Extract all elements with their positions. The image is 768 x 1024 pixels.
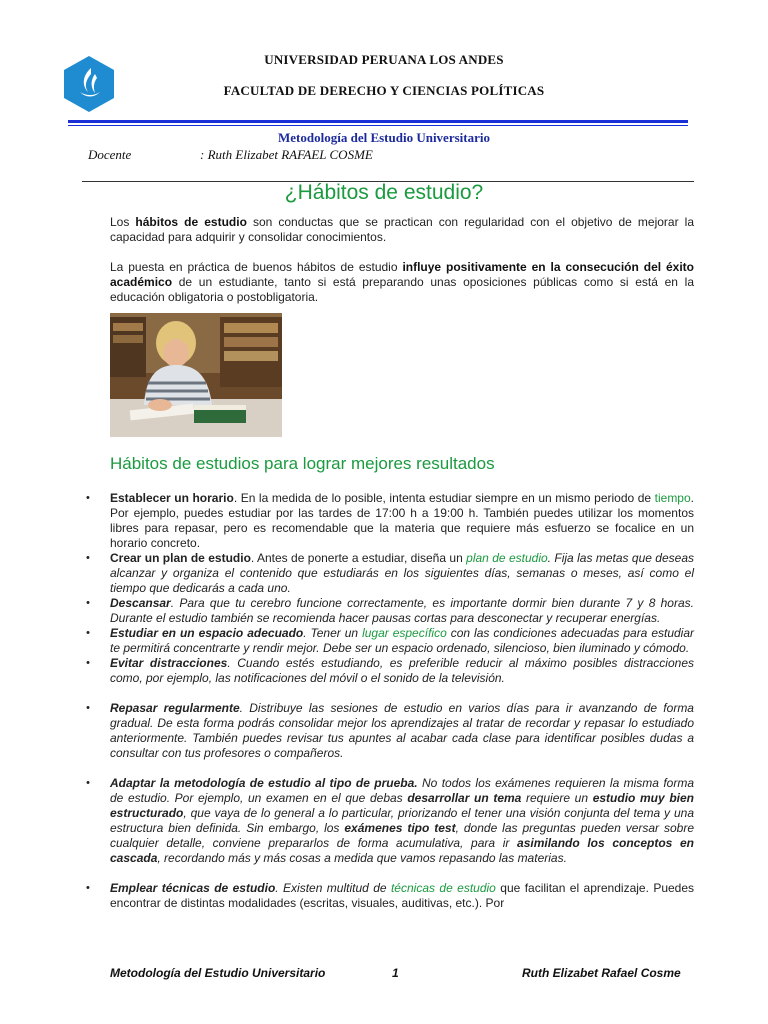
list-item: • Crear un plan de estudio. Antes de ponerte a estudiar, diseña un plan de estudio. Fija las metas que deseas alcanzar y organiza el contenido que estudiarás en los siguientes días, semanas o meses, así como el tiempo que dedicarás a cada uno. [86,551,694,596]
list-item: • Evitar distracciones. Cuando estés estudiando, es preferible reducir al máximo posibles distracciones como, por ejemplo, las notificaciones del móvil o el sonido de la televisión. [86,656,694,686]
faculty-name: FACULTAD DE DERECHO Y CIENCIAS POLÍTICAS [223,83,545,98]
student-studying-photo [110,313,282,437]
docente-label: Docente [88,147,132,162]
university-name: UNIVERSIDAD PERUANA LOS ANDES [264,52,504,67]
list-item: • Estudiar en un espacio adecuado. Tener un lugar específico con las condiciones adecuadas para estudiar te permitirá concentrarte y rendir mejor. Debe ser un espacio ordenado, silencioso, bien iluminado y cómodo. [86,626,694,656]
list-item: • Descansar. Para que tu cerebro funcione correctamente, es importante dormir bien durante 7 y 8 horas. Durante el estudio también se recomienda hacer pausas cortas para desconectar y recuperar energías. [86,596,694,626]
header-rule-thin [68,125,688,126]
footer-course: Metodología del Estudio Universitario [110,966,326,980]
course-title: Metodología del Estudio Universitario [278,130,490,145]
page-title: ¿Hábitos de estudio? [284,181,484,204]
link-lugar-especifico[interactable]: lugar específico [362,626,447,640]
footer-page-number: 1 [392,966,399,980]
docente-name: : Ruth Elizabet RAFAEL COSME [200,147,373,162]
section-heading: Hábitos de estudios para lograr mejores resultados [110,454,495,473]
habits-list [86,491,694,911]
intro-paragraph-1: Los hábitos de estudio son conductas que se practican con regularidad con el objetivo de mejorar la capacidad para adquirir y consolidar conocimientos. [110,215,694,244]
link-tecnicas-de-estudio[interactable]: técnicas de estudio [390,881,496,895]
link-plan-de-estudio[interactable]: plan de estudio [466,551,548,565]
footer-author: Ruth Elizabet Rafael Cosme [522,966,681,980]
link-tiempo[interactable]: tiempo [654,491,691,505]
list-item: • Repasar regularmente. Distribuye las sesiones de estudio en varios días para ir avanzando de forma gradual. De esta forma podrás consolidar mejor los aprendizajes al tratar de recordar y repasar lo estudiado anteriormente. También puedes revisar tus apuntes al acabar cada clase para identificar posibles dudas a consultar con tus profesores o compañeros. [86,701,694,761]
list-item: • Adaptar la metodología de estudio al tipo de prueba. No todos los exámenes requieren la misma forma de estudio. Por ejemplo, un examen en el que debas desarrollar un tema requiere un estudio muy bien estructurado, que vaya de lo general a lo particular, priorizando el tener una visión conjunta del tema y una estructura bien definida. Sin embargo, los exámenes tipo test, donde las preguntas pueden versar sobre cualquier detalle, conviene prepararlos de forma acumulativa, para ir asimilando los conceptos en cascada, recordando más y más cosas a medida que vamos repasando las materias. [86,776,694,866]
list-item: • Establecer un horario. En la medida de lo posible, intenta estudiar siempre en un mismo periodo de tiempo. Por ejemplo, puedes estudiar por las tardes de 17:00 h a 19:00 h. También puedes utilizar los momentos libres para repasar, pero es recomendable que la materia que requiere más esfuerzo se focalice en un horario concreto. [86,491,694,551]
header-rule [68,120,688,123]
intro-paragraph-2: La puesta en práctica de buenos hábitos de estudio influye positivamente en la consecución del éxito académico de un estudiante, tanto si está preparando unas oposiciones públicas como si está en la educación obligatoria o postobligatoria. [110,260,695,304]
list-item: • Emplear técnicas de estudio. Existen multitud de técnicas de estudio que facilitan el aprendizaje. Puedes encontrar de distintas modalidades (escritas, visuales, auditivas, etc.). Por [86,881,694,911]
